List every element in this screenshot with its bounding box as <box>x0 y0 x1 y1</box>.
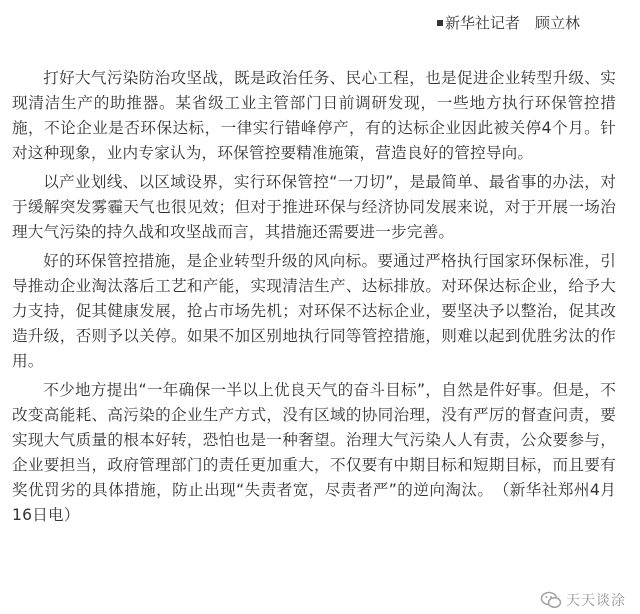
watermark <box>540 590 626 610</box>
byline <box>437 12 580 33</box>
article-body <box>12 66 616 532</box>
article-paragraph: 不少地方提出“一年确保一半以上优良天气的奋斗目标”，自然是件好事。但是，不改变高能耗、高污染的企业生产方式，没有区域的协同治理，没有严厉的督查问责，要实现大气质量的根本好转，恐怕也是一种奢望。治理大气污染人人有责，公众要参与，企业要担当，政府管理部门的责任更加重大，不仅要有中期目标和短期目标，而且要有奖优罚劣的具体措施，防止出现“失责者宽，尽责者严”的逆向淘汰。 （新华社郑州4月16日电） <box>12 381 616 524</box>
article-paragraph: 打好大气污染防治攻坚战，既是政治任务、民心工程，也是促进企业转型升级、实现清洁生产的助推器。某省级工业主管部门日前调研发现，一些地方执行环保管控措施，不论企业是否环保达标，一律实行错峰停产，有的达标企业因此被关停4个月。针对这种现象，业内专家认为，环保管控要精准施策，营造良好的管控导向。 <box>12 69 616 162</box>
byline-text: 新华社记者 顾立林 <box>444 14 580 32</box>
article-paragraph: 好的环保管控措施，是企业转型升级的风向标。要通过严格执行国家环保标准，引导推动企业淘汰落后工艺和产能，实现清洁生产、达标排放。对环保达标企业，给予大力支持，促其健康发展，抢占市场先机；对环保不达标企业，要坚决予以整治，促其改造升级，否则予以关停。如果不加区别地执行同等管控措施，则难以起到优胜劣汰的作用。 <box>12 252 616 370</box>
watermark-text: 天天谈涂 <box>566 593 626 609</box>
square-bullet-icon <box>437 20 443 26</box>
wechat-icon <box>540 591 562 609</box>
article-paragraph: 以产业划线、以区域设界，实行环保管控“一刀切”，是最简单、最省事的办法，对于缓解突发雾霾天气也很见效；但对于推进环保与经济协同发展来说，对于开展一场治理大气污染的持久战和攻坚战而言，其措施还需要进一步完善。 <box>12 173 616 241</box>
